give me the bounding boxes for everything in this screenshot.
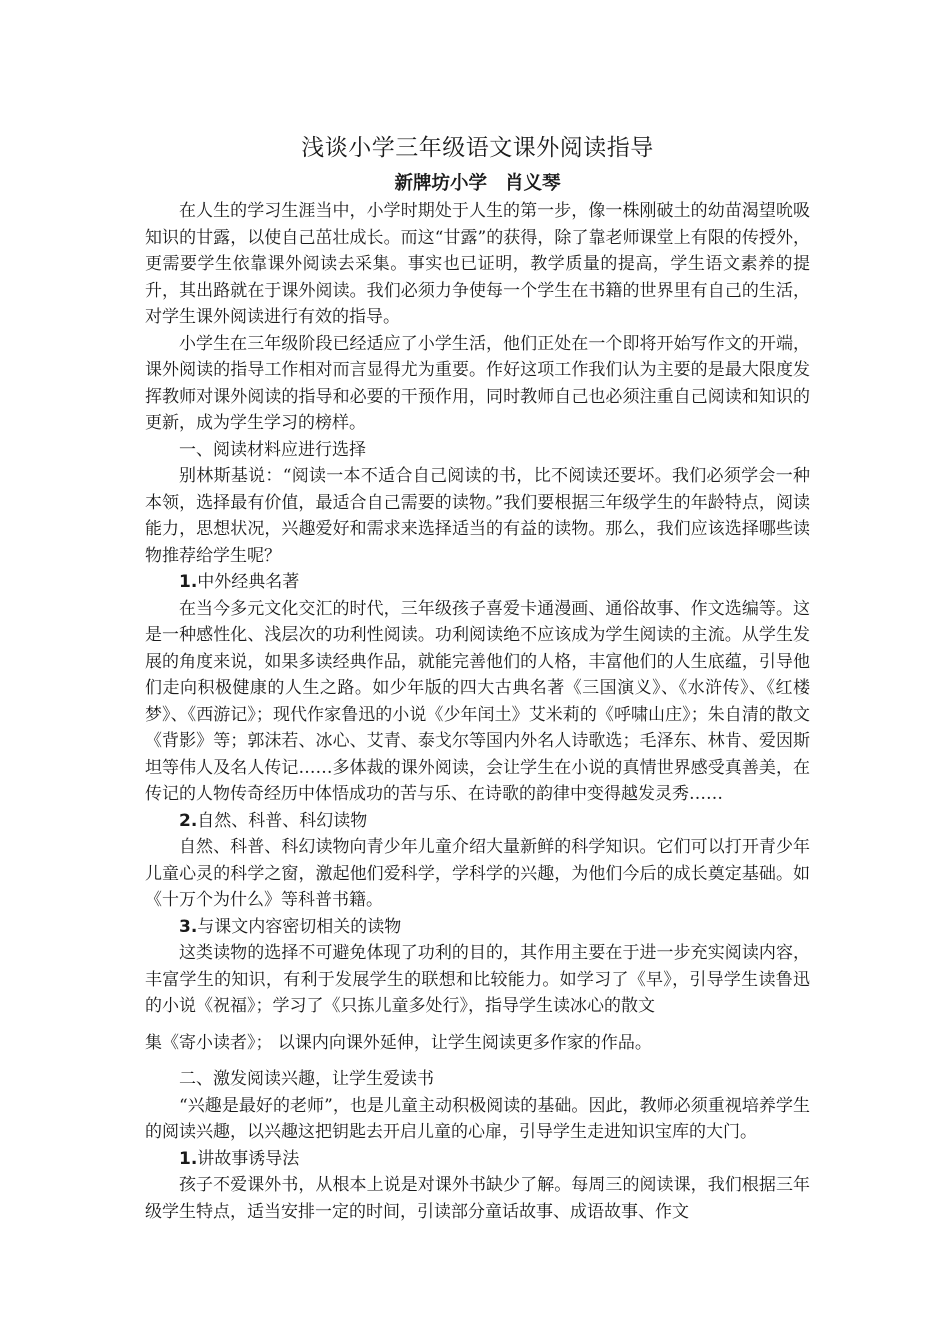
subheading-text: 自然、科普、科幻读物 xyxy=(197,810,368,831)
paragraph-classics: 在当今多元文化交汇的时代，三年级孩子喜爱卡通漫画、通俗故事、作文选编等。这是一种感性化、浅层次的功利性阅读。功利阅读绝不应该成为学生阅读的主流。从学生发展的角度来说，如果多读经典作品，就能完善他们的人格，丰富他们的人生底蕴，引导他们走向积极健康的人生之路。如少年版的四大古典名著《三国演义》、《水浒传》、《红楼梦》、《西游记》；现代作家鲁迅的小说《少年闰土》艾米莉的《呼啸山庄》；朱自清的散文《背影》等；郭沫若、冰心、艾青、泰戈尔等国内外名人诗歌选；毛泽东、林肯、爱因斯坦等伟人及名人传记……多体裁的课外阅读，会让学生在小说的真情世界感受真善美，在传记的人物传奇经历中体悟成功的苦与乐、在诗歌的韵律中变得越发灵秀…… xyxy=(145,598,810,804)
subheading-textbook-related xyxy=(145,914,810,941)
subheading-number: 2. xyxy=(179,810,198,831)
subheading-number: 1. xyxy=(179,1148,198,1169)
subheading-storytelling xyxy=(145,1146,810,1173)
subheading-number: 3. xyxy=(179,916,198,937)
paragraph-textbook-related: 这类读物的选择不可避免体现了功利的目的，其作用主要在于进一步充实阅读内容，丰富学生的知识，有利于发展学生的联想和比较能力。如学习了《早》，引导学生读鲁迅的小说《祝福》；学习了《只拣儿童多处行》，指导学生读冰心的散文 xyxy=(145,943,810,1016)
paragraph-grade-three: 小学生在三年级阶段已经适应了小学生活，他们正处在一个即将开始写作文的开端，课外阅读的指导工作相对而言显得尤为重要。作好这项工作我们认为主要的是最大限度发挥教师对课外阅读的指导和必要的干预作用，同时教师自己也必须注重自己阅读和知识的更新，成为学生学习的榜样。 xyxy=(145,333,810,433)
document-page xyxy=(145,130,810,1225)
subheading-science xyxy=(145,808,810,835)
author-name: 肖义琴 xyxy=(505,173,561,194)
author-line xyxy=(145,170,810,198)
heading-section-two: 二、激发阅读兴趣，让学生爱读书 xyxy=(179,1069,434,1089)
subheading-classics xyxy=(145,569,810,596)
subheading-text: 中外经典名著 xyxy=(197,572,300,592)
page-title: 浅谈小学三年级语文课外阅读指导 xyxy=(301,135,654,161)
paragraph-storytelling: 孩子不爱课外书，从根本上说是对课外书缺少了解。每周三的阅读课，我们根据三年级学生特点，适当安排一定的时间，引读部分童话故事、成语故事、作文 xyxy=(145,1175,810,1222)
heading-section-one: 一、阅读材料应进行选择 xyxy=(179,439,366,460)
paragraph-belinsky: 别林斯基说：“阅读一本不适合自己阅读的书，比不阅读还要坏。我们必须学会一种本领，选择最有价值，最适合自己需要的读物。”我们要根据三年级学生的年龄特点，阅读能力，思想状况，兴趣爱好和需求来选择适当的有益的读物。那么，我们应该选择哪些读物推荐给学生呢？ xyxy=(145,466,810,566)
subheading-number: 1. xyxy=(179,572,198,592)
paragraph-interest: “兴趣是最好的老师”，也是儿童主动积极阅读的基础。因此，教师必须重视培养学生的阅读兴趣，以兴趣这把钥匙去开启儿童的心扉，引导学生走进知识宝库的大门。 xyxy=(145,1095,810,1142)
subheading-text: 讲故事诱导法 xyxy=(197,1148,300,1169)
subheading-text: 与课文内容密切相关的读物 xyxy=(197,916,402,937)
paragraph-intro: 在人生的学习生涯当中，小学时期处于人生的第一步，像一株刚破土的幼苗渴望吮吸知识的甘露，以使自己茁壮成长。而这“甘露”的获得，除了靠老师课堂上有限的传授外，更需要学生依靠课外阅读去采集。事实也已证明，教学质量的提高，学生语文素养的提升，其出路就在于课外阅读。我们必须力争使每一个学生在书籍的世界里有自己的生活，对学生课外阅读进行有效的指导。 xyxy=(145,201,810,327)
paragraph-science: 自然、科普、科幻读物向青少年儿童介绍大量新鲜的科学知识。它们可以打开青少年儿童心灵的科学之窗，激起他们爱科学，学科学的兴趣，为他们今后的成长奠定基础。如《十万个为什么》等科普书籍。 xyxy=(145,837,810,910)
paragraph-textbook-related-end: 集《寄小读者》； 以课内向课外延伸，让学生阅读更多作家的作品。 xyxy=(145,1032,652,1053)
author-school: 新牌坊小学 xyxy=(394,173,487,194)
